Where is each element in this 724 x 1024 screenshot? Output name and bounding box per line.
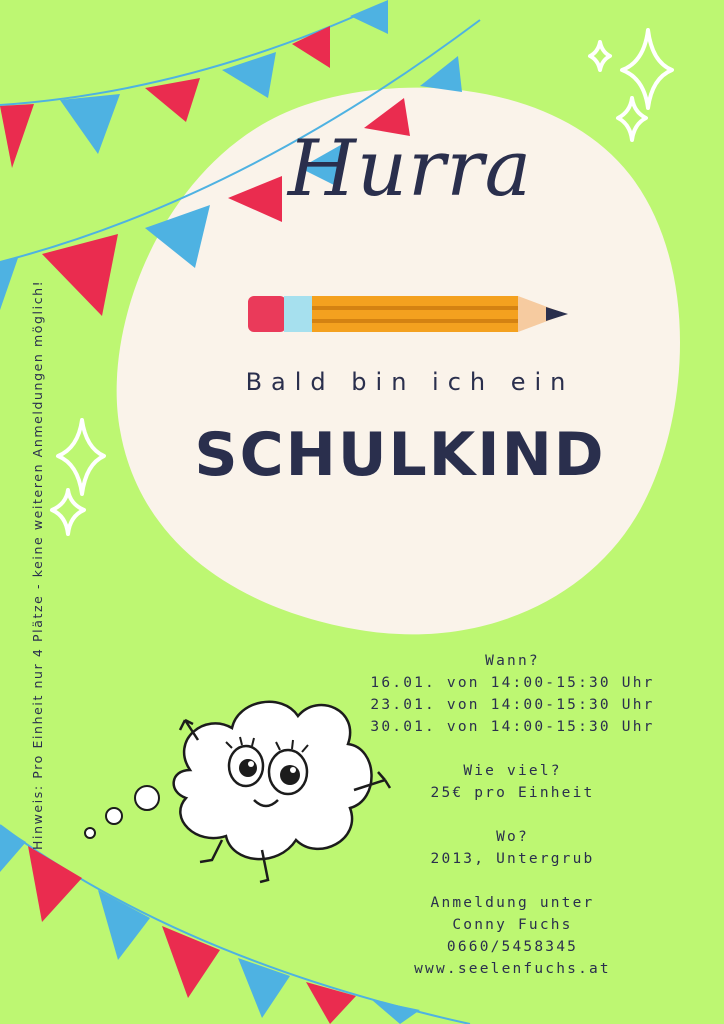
- price-value: 25€ pro Einheit: [430, 785, 595, 801]
- registration-name: Conny Fuchs: [452, 917, 573, 933]
- event-info: [355, 650, 670, 980]
- location-value: 2013, Untergrub: [430, 851, 595, 867]
- sparkle-icon: [590, 30, 672, 140]
- side-note: Hinweis: Pro Einheit nur 4 Plätze - keine weiteren Anmeldungen möglich!: [30, 279, 45, 850]
- thought-bubble-dots: [85, 786, 159, 838]
- registration-website[interactable]: www.seelenfuchs.at: [414, 961, 611, 977]
- registration-label: Anmeldung unter: [430, 895, 595, 911]
- schedule-date: 16.01. von 14:00-15:30 Uhr: [370, 675, 655, 691]
- price-label: Wie viel?: [463, 763, 562, 779]
- sparkle-icon-left: [52, 420, 104, 534]
- registration-phone[interactable]: 0660/5458345: [446, 939, 579, 955]
- headline: SCHULKIND: [194, 420, 606, 490]
- pencil-icon: [248, 296, 568, 332]
- subtitle: Bald bin ich ein: [245, 368, 575, 396]
- schedule-date: 30.01. von 14:00-15:30 Uhr: [370, 719, 655, 735]
- schedule-label: Wann?: [485, 653, 540, 669]
- hurra-title: Hurra: [287, 124, 533, 214]
- location-label: Wo?: [496, 829, 529, 845]
- schedule-date: 23.01. von 14:00-15:30 Uhr: [370, 697, 655, 713]
